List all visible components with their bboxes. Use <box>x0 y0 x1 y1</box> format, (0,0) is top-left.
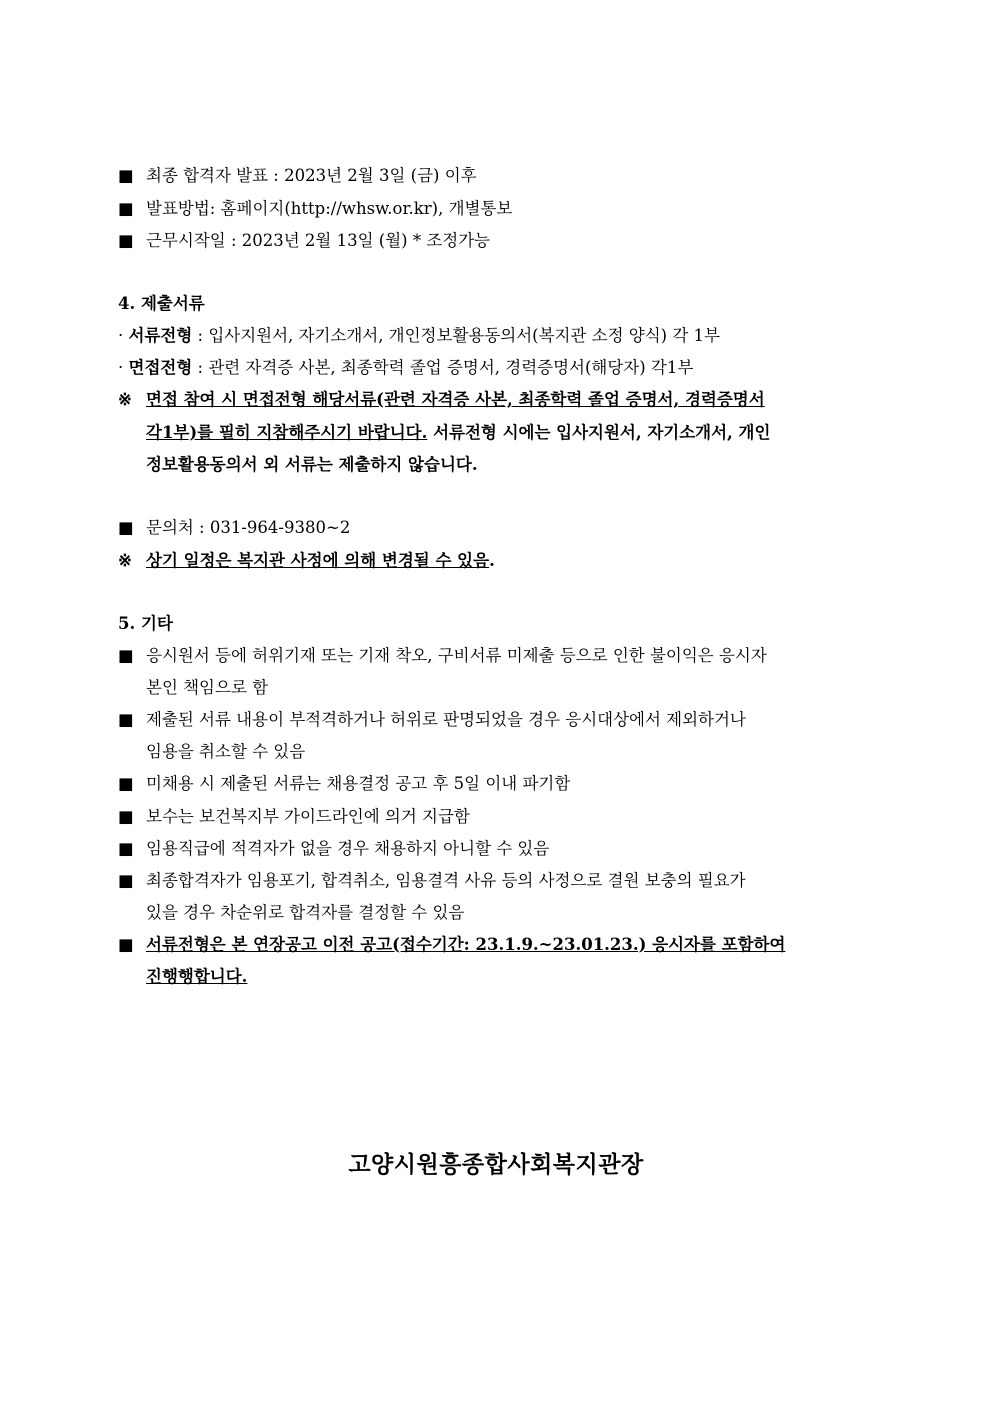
square-bullet-icon: ■ <box>118 166 134 185</box>
other-item-1-continued: 본인 책임으로 함 <box>146 678 269 697</box>
other-item-7-continued: 진행행합니다. <box>146 967 248 986</box>
square-bullet-icon: ■ <box>118 871 134 890</box>
square-bullet-icon: ■ <box>118 646 134 665</box>
dot-bullet-icon: · <box>118 358 124 377</box>
square-bullet-icon: ■ <box>118 807 134 826</box>
dot-bullet-icon: · <box>118 326 124 345</box>
interview-screening-text: : 관련 자격증 사본, 최종학력 졸업 증명서, 경력증명서(해당자) 각1부 <box>192 358 694 377</box>
other-item-3: ■ 미채용 시 제출된 서류는 채용결정 공고 후 5일 이내 파기함 <box>118 774 571 793</box>
square-bullet-icon: ■ <box>118 774 134 793</box>
section-5-heading: 5. 기타 <box>118 614 173 633</box>
document-screening-line <box>118 325 878 347</box>
square-bullet-icon: ■ <box>118 518 134 537</box>
square-bullet-icon: ■ <box>118 710 134 729</box>
schedule-item-method: ■ 발표방법: 홈페이지(http://whsw.or.kr), 개별통보 <box>118 199 513 218</box>
other-item-5: ■ 임용직급에 적격자가 없을 경우 채용하지 아니할 수 있음 <box>118 839 550 858</box>
other-item-6: ■ 최종합격자가 임용포기, 합격취소, 임용결격 사유 등의 사정으로 결원 보충의 필요가 <box>118 871 746 890</box>
section-4-heading: 4. 제출서류 <box>118 294 205 313</box>
other-item-4: ■ 보수는 보건복지부 가이드라인에 의거 지급함 <box>118 807 470 826</box>
schedule-item-announcement: ■ 최종 합격자 발표 : 2023년 2월 3일 (금) 이후 <box>118 166 477 185</box>
reference-mark-icon: ※ <box>118 390 132 409</box>
square-bullet-icon: ■ <box>118 935 134 954</box>
other-item-1: ■ 응시원서 등에 허위기재 또는 기재 착오, 구비서류 미제출 등으로 인한 불이익은 응시자 <box>118 646 767 665</box>
submission-note-line-3: 정보활용동의서 외 서류는 제출하지 않습니다. <box>146 455 478 474</box>
other-item-2: ■ 제출된 서류 내용이 부적격하거나 허위로 판명되었을 경우 응시대상에서 제외하거나 <box>118 710 746 729</box>
other-item-6-continued: 있을 경우 차순위로 합격자를 결정할 수 있음 <box>146 903 465 922</box>
contact-line: ■ 문의처 : 031-964-9380~2 <box>118 518 351 537</box>
square-bullet-icon: ■ <box>118 839 134 858</box>
square-bullet-icon: ■ <box>118 231 134 250</box>
interview-screening-line <box>118 357 878 379</box>
reference-mark-icon: ※ <box>118 551 132 570</box>
schedule-item-start-date: ■ 근무시작일 : 2023년 2월 13일 (월) * 조정가능 <box>118 231 491 250</box>
submission-note-line-2: 각1부)를 필히 지참해주시기 바랍니다. 서류전형 시에는 입사지원서, 자기소개서, 개인 <box>146 423 771 442</box>
schedule-change-note: ※ 상기 일정은 복지관 사정에 의해 변경될 수 있음. <box>118 551 495 570</box>
interview-screening-label: 면접전형 <box>128 358 193 377</box>
document-screening-text: : 입사지원서, 자기소개서, 개인정보활용동의서(복지관 소정 양식) 각 1부 <box>192 326 720 345</box>
square-bullet-icon: ■ <box>118 199 134 218</box>
other-item-2-continued: 임용을 취소할 수 있음 <box>146 742 306 761</box>
other-item-7: ■ 서류전형은 본 연장공고 이전 공고(접수기간: 23.1.9.~23.01.23.) 응시자를 포함하여 <box>118 935 786 954</box>
document-screening-label: 서류전형 <box>128 326 193 345</box>
organization-signature: 고양시원흥종합사회복지관장 <box>348 1151 644 1178</box>
submission-note-line-1: ※ 면접 참여 시 면접전형 해당서류(관련 자격증 사본, 최종학력 졸업 증명서, 경력증명서 <box>118 390 765 409</box>
